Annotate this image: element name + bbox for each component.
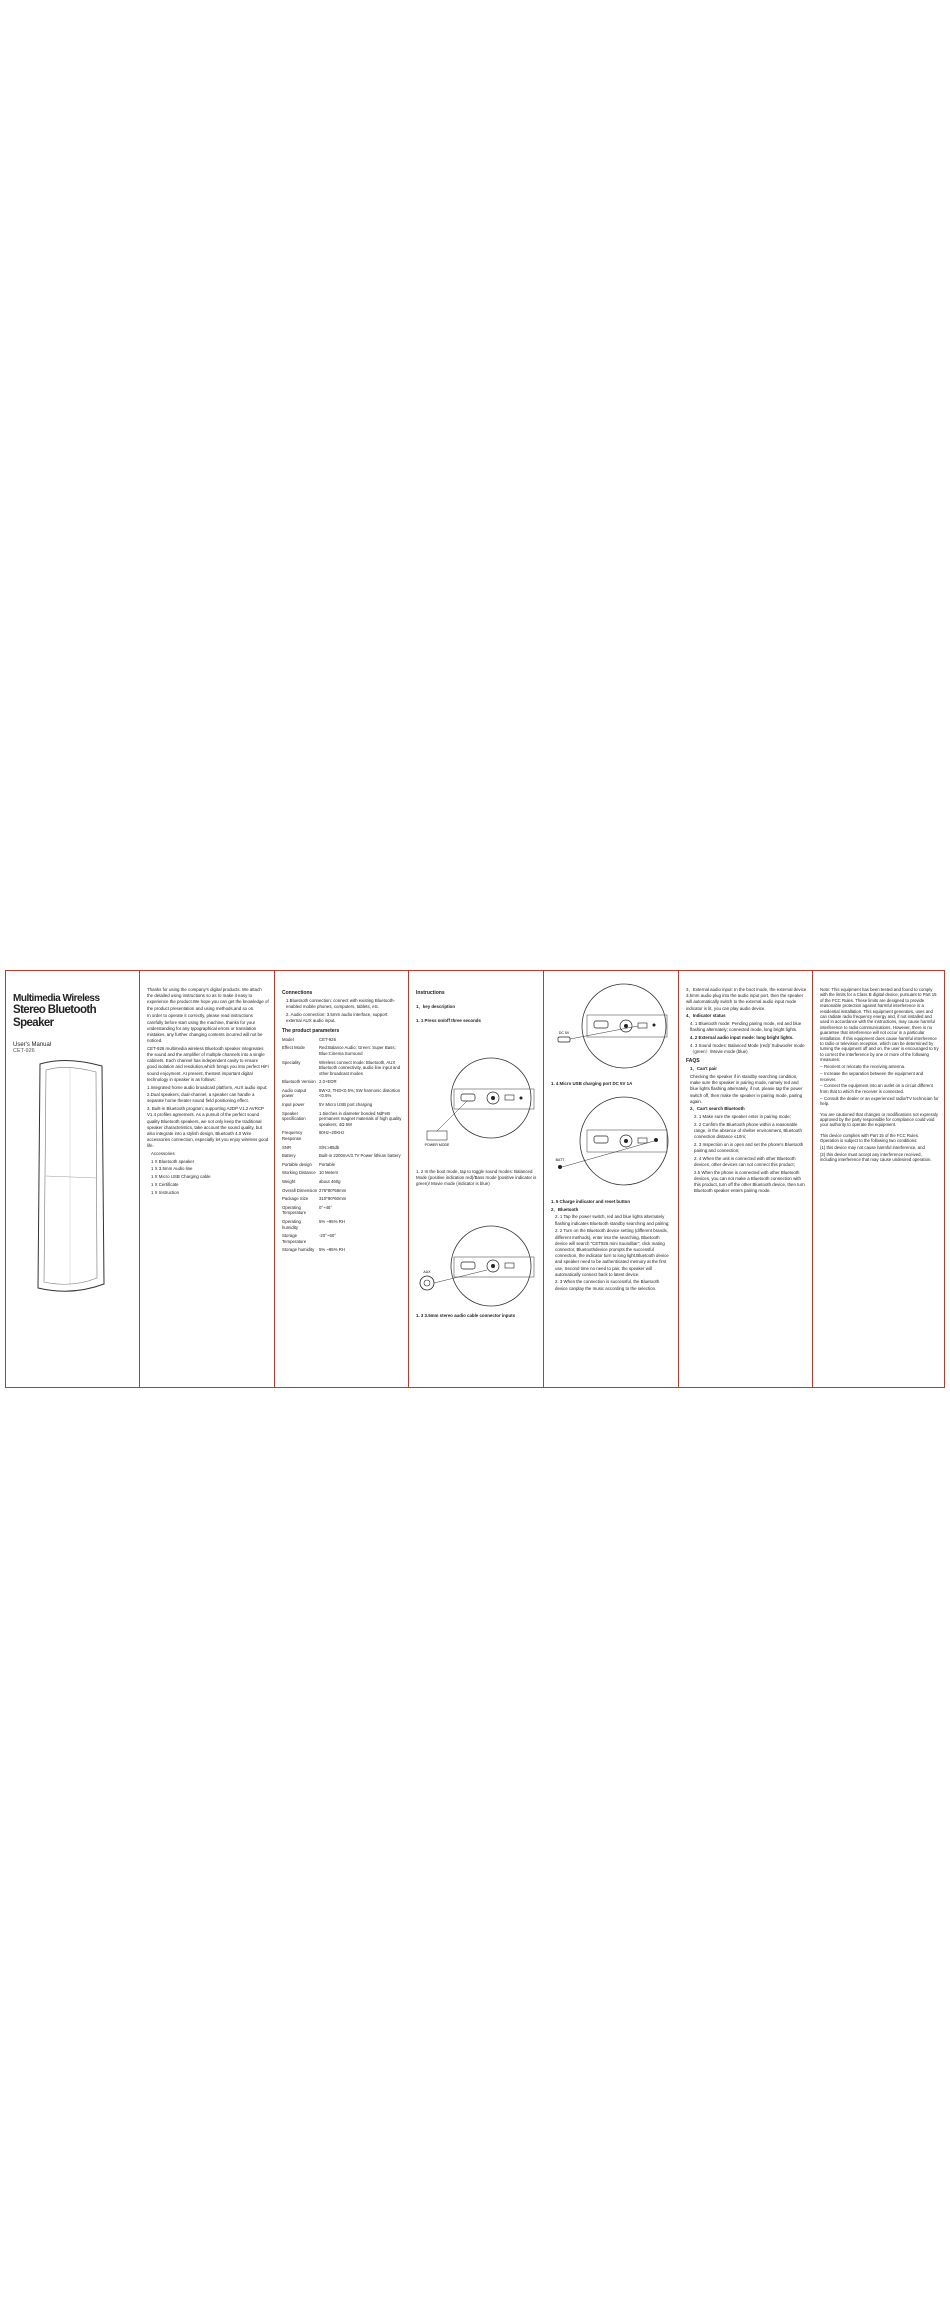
speaker-illustration — [26, 1056, 116, 1301]
param-key: Working Distance — [282, 1170, 316, 1176]
cover-title-line1: Multimedia Wireless — [13, 993, 100, 1004]
param-value: 0°~45° — [319, 1204, 333, 1210]
param-value: 310*90*60mm — [319, 1196, 347, 1202]
param-row — [282, 1169, 403, 1178]
param-row — [282, 1204, 403, 1218]
accessory-item: 1 X 3.5mm Audio line — [151, 1166, 193, 1172]
param-row — [282, 1101, 403, 1110]
param-value: Red:Balance Audio; Green: Super Bass; Blue:Cinema Surround — [319, 1045, 396, 1056]
param-value: 1.5inches in diameter bonded NdFeB permanent magnet materials of high quality speakers; 4Ω 5W — [319, 1110, 402, 1127]
intro-panel — [139, 970, 275, 1388]
fcc-paragraph: (2) this device must accept any interference received, including interference that may cause undesired operation. — [820, 1151, 932, 1163]
instructions-title: Instructions — [416, 990, 445, 996]
parameters-panel — [274, 970, 409, 1388]
cover-title-line2: Stereo Bluetooth Speaker — [13, 1004, 97, 1029]
param-row — [282, 1195, 403, 1204]
feature-item: 1.Integrated home audio broadcast platform, AUX audio input; — [147, 1084, 268, 1090]
param-key: Weight — [282, 1179, 296, 1184]
step-1-3: 1. 3 3.5mm stereo audio cable connector inputs — [416, 1313, 516, 1318]
batt-label: BATT — [555, 1158, 565, 1162]
param-row — [282, 1152, 403, 1161]
step-1-1: 1. 1 Press on/off three seconds — [416, 1018, 481, 1024]
param-key: Package Size — [282, 1196, 309, 1202]
param-key: Portable design — [282, 1161, 312, 1167]
accessory-item: 1 X Bluetooth speaker — [151, 1158, 195, 1164]
param-row — [282, 1246, 403, 1255]
indicator-item: 4. 3 Sound modes: Balanced Mode (red)/ Subwoofer mode（green）/Movie mode (blue) — [690, 1042, 805, 1054]
param-key: Model — [282, 1036, 294, 1042]
faq-1-text: Checking the speaker if in standby searching condition, make sure the speaker in pairing mode, namely red and blue lights flashing alternately, if not, please tap the power switch off, then make the speaker in pairing mode, pairing again. — [690, 1073, 803, 1104]
param-value: 5% ~95% RH — [319, 1247, 345, 1253]
external-input-item: 3、External audio input: In the boot mode, the external device 3.5mm audio plug into the audio input port, then the speaker will automatically switch to the external audio input mode indicator is lit, you can play audio device. — [686, 987, 807, 1011]
fcc-paragraph: (1) this device may not cause harmful interference, and — [820, 1145, 925, 1151]
feature-item: 3. Built-in Bluetooth program; supporting A2DP V1.2 AVRCP V1.4 profiles agreement. As a pursuit of the perfect sound quality Bluetooth speakers, we not only keep the traditional speaker characteristics, take account the sound quality, but also integrate into a stylish design, Bluetooth 4.0 Wire accessories connection, especially let you enjoy wireless good life. — [147, 1106, 269, 1149]
power-button-diagram — [419, 1056, 539, 1151]
manual-sheet — [5, 970, 945, 1390]
aux-port-diagram — [419, 1221, 539, 1311]
param-value: Built-in 2200mA/3.7V Power lithium battery — [319, 1153, 401, 1159]
param-key: Operating Temperature — [282, 1204, 307, 1216]
param-key: Audio output power — [282, 1087, 307, 1099]
param-key: Speaker specification — [282, 1110, 306, 1122]
param-value: 10 Meters — [319, 1170, 339, 1176]
cover-panel — [5, 970, 140, 1388]
step-1-2: 1. 2 In the boot mode, tap to toggle sound modes: Balanced Mode (positive indication red)/Bass mode (positive indicator is green)/ Movie mode (indicator is blue) — [416, 1169, 537, 1187]
connection-item: 1.Bluetooth connection: connect with existing Bluetooth-enabled mobile phones, computers, tablets, etc. — [286, 998, 395, 1010]
param-key: Input power — [282, 1102, 305, 1108]
param-row — [282, 1036, 403, 1045]
param-key: Overall Dimension — [282, 1187, 318, 1193]
accessories-title: Accessories — [151, 1151, 175, 1157]
param-key: Bluetooth Version — [282, 1079, 316, 1085]
param-row — [282, 1187, 403, 1196]
faq-2-item: 2. 2 Confirm the Bluetooth phone within a reasonable range, in the absence of shelter environment, Bluetooth connection distance ≤10m; — [694, 1121, 802, 1140]
fcc-paragraph: -- Consult the dealer or an experienced radio/TV technician for help. — [820, 1095, 939, 1107]
intro-paragraph-1: Thanks for using the company's digital products. We attach the detailed using instructions so as to make it easy to experience the product.We hope you can get the knowledge of the product presentation and using methods,and so on. — [147, 987, 269, 1011]
param-key: Storage Temperature — [282, 1233, 307, 1244]
indicator-title: 4、Indicator status — [686, 1013, 726, 1019]
bluetooth-title: 2、Bluetooth — [551, 1206, 579, 1212]
param-value: 2.0+EDR — [319, 1079, 337, 1085]
param-value: CET-926 — [319, 1036, 336, 1042]
instructions-panel — [408, 970, 544, 1388]
fcc-paragraph: Note: This equipment has been tested and found to comply with the limits for a Class B digital device, pursuant to Part 15 of the FCC Rules. These limits are designed to provide reasonable protection against harmful interference in a residential installation. This equipment generates, uses and can radiate radio frequency energy and, if not installed and used in accordance with the instructions, may cause harmful interference to radio communications. However, there is no guarantee that interference will not occur in a particular installation. If this equipment does cause harmful interference to radio or television reception, which can be determined by turning the equipment off and on, the user is encouraged to try to correct the interference by one or more of the following measures: — [820, 987, 939, 1063]
bluetooth-item: 2. 1 Tap the power switch, red and blue lights alternately flashing indicates Bluetooth standby searching and pairing; — [555, 1214, 670, 1226]
indicator-item: 4. 2 External audio input mode: long bright lights. — [690, 1034, 794, 1040]
accessory-item: 1 X Micro USB Charging cable — [151, 1174, 211, 1180]
param-key: Effect Mode — [282, 1045, 305, 1051]
manual-label: User's Manual — [13, 1042, 52, 1048]
param-row — [282, 1144, 403, 1153]
param-value: about 460g — [319, 1179, 341, 1184]
param-row — [282, 1059, 403, 1079]
aux-label: AUX — [423, 1270, 431, 1274]
fcc-paragraph: -- Reorient or relocate the receiving antenna. — [820, 1064, 906, 1070]
fcc-paragraph: You are cautioned that changes or modifications not expressly approved by the party responsible for compliance could void your authority to operate the equipment. — [820, 1111, 939, 1128]
step-1-4: 1. 4 Micro USB charging port DC 5V 1A — [551, 1081, 633, 1086]
param-key: SNR — [282, 1144, 292, 1150]
params-title: The product parameters — [282, 1027, 340, 1034]
faq-title: FAQS — [686, 1058, 700, 1065]
reset-button-diagram — [552, 1093, 672, 1193]
param-key: Battery — [282, 1153, 296, 1159]
param-row — [282, 1161, 403, 1170]
param-value: S/N:≥85db — [319, 1144, 340, 1150]
bluetooth-item: 2. 3 When the connection is successful, the Bluetooth device canplay the music according to the selection. — [555, 1279, 660, 1291]
param-key: Operating humidity — [282, 1218, 301, 1230]
param-row — [282, 1232, 403, 1246]
key-description-heading: 1、key description — [416, 1004, 456, 1010]
param-value: Portable — [319, 1161, 336, 1167]
param-value: -20°~60° — [319, 1233, 336, 1239]
feature-item: 2.Dual speakers, dual-channel, a speaker can handle a separate home theater sound field positioning effect. — [147, 1092, 255, 1104]
param-row — [282, 1078, 403, 1087]
param-row — [282, 1178, 403, 1187]
param-value: 80Hz~20KHz — [319, 1130, 345, 1136]
model-label: CET-926 — [13, 1048, 35, 1055]
accessory-item: 1 X Instruction — [151, 1189, 180, 1195]
param-row — [282, 1044, 403, 1058]
fcc-paragraph: This device complies with Part 15 of the FCC Rules. Operation is subject to the following two conditions: — [820, 1132, 920, 1144]
usb-port-diagram — [552, 981, 672, 1079]
param-row — [282, 1087, 403, 1101]
intro-paragraph-2: In order to operate it correctly, please read instructions carefully before start using the machine, thanks for your understanding for any typographical errors or translation mistakes, any further changing contents incurred will not be noticed. — [147, 1013, 263, 1044]
intro-paragraph-3: CET-926 multimedia wireless Bluetooth speaker integreates the sound and the amplifier of multiple channels into a single cabinets. Each channel has independent cavity to ensure good isolation and resolution,which brings you into perfect HiFi sound enjoyment. At present, thestest important digital technology in speaker is as follows: — [147, 1045, 269, 1082]
connection-item: 2. Audio connection: 3.5mm audio interface, support external AUX audio input. — [286, 1012, 388, 1024]
faq-2-item: 2. 1 Make sure the speaker enter in pairing mode; — [694, 1114, 791, 1120]
params-table — [282, 1036, 403, 1255]
param-value: 5W×2, THD<0.5%; 5W harmonic distortion <0.5% — [319, 1087, 401, 1099]
dc-label: DC 5V — [558, 1031, 570, 1035]
connections-title: Connections — [282, 990, 313, 996]
bluetooth-panel — [543, 970, 679, 1388]
param-value: Wireless connect mode: Bluetooth, AUX Bluetooth connectivity, audio line input and other broadcast modes — [319, 1059, 401, 1076]
faq-2-item: 2. 3 Inspection on is open and set the phone's Bluetooth pairing and connection; — [694, 1141, 804, 1154]
fcc-paragraph: -- Increase the separation between the equipment and receiver. — [820, 1071, 924, 1082]
faq-2-item: 2.5 When the phone is connected with other Bluetooth devices, you can not make a Bluetooth connection with this product, turn off the other Bluetooth device, then turn Bluetooth speaker enters pairing mode. — [694, 1169, 805, 1194]
bluetooth-item: 2. 2 Turn on the Bluetooth device setting (different brands, different methods), enter into the searching, Bluetooth device will search "CET926 mini Soundbar", click mating connector, Bluetoothdevice prompts the successful connection, the indicator turn to long light.Bluetooth device and speaker need to be authenticated memory at the first use, Second time no need to pair, the speaker will automatically connect back to latest device. — [555, 1228, 669, 1277]
faq-2-title: 2、Can't search Bluetooth — [690, 1106, 745, 1112]
param-key: Speciality — [282, 1059, 301, 1065]
param-row — [282, 1218, 403, 1232]
indicator-item: 4. 1 Bluetooth mode: Pending pairing mode, red and blue flashing alternately; connected mode, long bright lights. — [690, 1021, 802, 1033]
faq-2-item: 2. 4 When the unit is connected with other Bluetooth devices, other devices can not connect this product; — [694, 1155, 796, 1168]
faq-panel — [678, 970, 813, 1388]
fcc-panel — [812, 970, 945, 1388]
param-value: 5V Micro USB port charging — [319, 1102, 373, 1108]
param-value: 5% ~95% RH — [319, 1218, 345, 1224]
fcc-paragraph: -- Connect the equipment into an outlet on a circuit different from that to which the receiver is connected. — [820, 1083, 933, 1094]
param-row — [282, 1129, 403, 1143]
power-mode-label: POWER MODE — [424, 1143, 450, 1147]
param-row — [282, 1110, 403, 1130]
param-value: 276*80*58mm — [319, 1187, 347, 1193]
step-1-5: 1. 5 Charge indicator and reset button — [551, 1199, 631, 1204]
param-key: Storage humidity — [282, 1247, 315, 1253]
param-key: Frequency Response — [282, 1130, 303, 1142]
accessory-item: 1 X Certificate — [151, 1181, 179, 1187]
faq-1-title: 1、Can't pair — [690, 1066, 717, 1072]
